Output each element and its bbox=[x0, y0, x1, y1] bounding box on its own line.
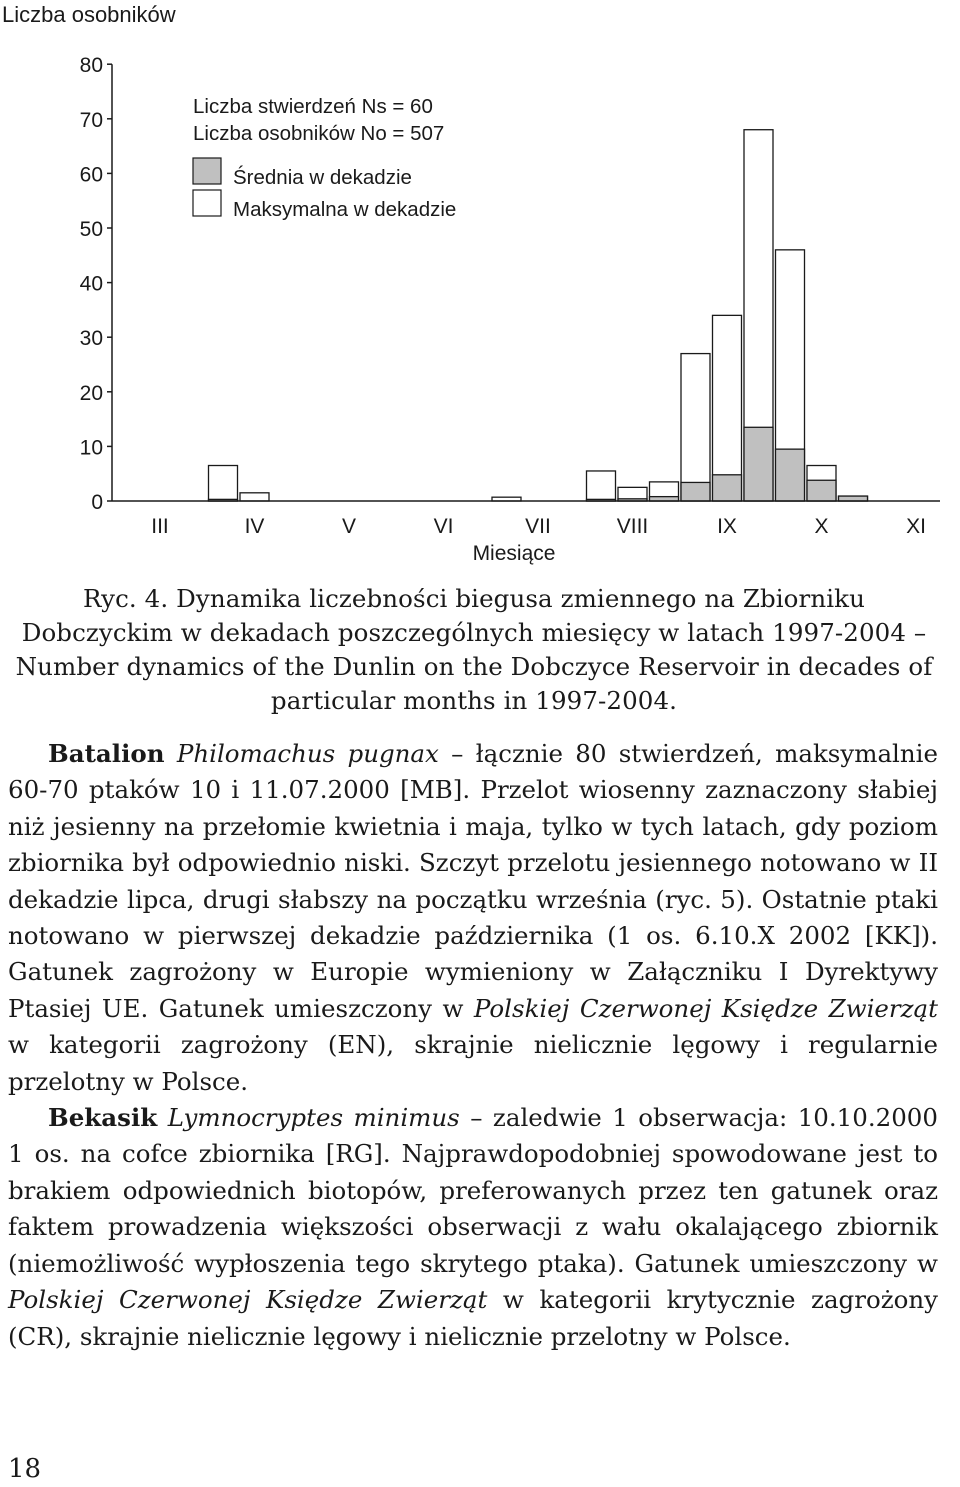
x-tick-label: VII bbox=[525, 515, 551, 538]
species-name-bekasik: Bekasik bbox=[48, 1103, 158, 1133]
x-tick-label: IX bbox=[717, 515, 737, 538]
y-tick-label: 60 bbox=[79, 163, 103, 187]
y-tick-label: 70 bbox=[79, 108, 103, 132]
figure-caption bbox=[8, 582, 940, 718]
x-tick-label: VI bbox=[433, 515, 454, 538]
bar-max bbox=[240, 493, 269, 501]
bar-mean bbox=[681, 482, 710, 501]
bar-max bbox=[587, 471, 616, 501]
bar-mean bbox=[744, 427, 773, 501]
x-tick-label: IV bbox=[244, 515, 265, 538]
x-tick-label: V bbox=[341, 515, 357, 538]
y-tick-label: 0 bbox=[91, 491, 103, 514]
legend-swatch-mean bbox=[193, 158, 221, 184]
x-tick-label: III bbox=[151, 515, 169, 538]
bar-max bbox=[713, 315, 742, 501]
y-tick-label: 30 bbox=[79, 327, 103, 351]
legend-stat-individuals: Liczba osobników No = 507 bbox=[193, 122, 445, 145]
latin-name-batalion: Philomachus pugnax bbox=[176, 739, 439, 768]
page-number: 18 bbox=[8, 1454, 42, 1484]
article-body bbox=[8, 736, 938, 1355]
paragraph-text: w kategorii krytycznie zagrożony (CR), skrajnie nielicznie lęgowy i nielicznie przelotny w Polsce. bbox=[8, 1285, 938, 1351]
paragraph-text: – łącznie 80 stwierdzeń, maksymalnie 60-70 ptaków 10 i 11.07.2000 [MB]. Przelot wiosenny zaznaczony słabiej niż jesienny na przełomie kwietnia i maja, tylko w tych latach, gdy poziom zbiornika był odpowiednio niski. Szczyt przelotu jesiennego notowano w II dekadzie lipca, drugi słabszy na początku września (ryc. 5). Ostatnie ptaki notowano w pierwszej dekadzie października (1 os. 6.10.X 2002 [KK]). Gatunek zagrożony w Europie wymieniony w Załączniku I Dyrektywy Ptasiej UE. Gatunek umieszczony w bbox=[8, 739, 938, 1023]
latin-name-bekasik: Lymnocryptes minimus bbox=[167, 1103, 460, 1133]
bar-mean bbox=[807, 480, 836, 501]
y-tick-label: 10 bbox=[79, 436, 103, 460]
species-name-batalion: Batalion bbox=[48, 739, 165, 768]
paragraph-bekasik bbox=[8, 1100, 938, 1355]
legend-swatch-max bbox=[193, 190, 221, 216]
caption-label: Ryc. 4. bbox=[83, 584, 169, 613]
paragraph-text: – zaledwie 1 obserwacja: 10.10.2000 1 os. na cofce zbiornika [RG]. Najprawdopodobniej spowodowane jest to brakiem odpowiednich biotopów, preferowanych przez ten gatunek oraz faktem prowadzenia większości obserwacji z wału okalającego zbiornik (niemożliwość wypłoszenia tego skrytego ptaka). Gatunek umieszczony w bbox=[8, 1103, 938, 1278]
x-tick-label: VIII bbox=[616, 515, 649, 538]
legend-stat-observations: Liczba stwierdzeń Ns = 60 bbox=[193, 95, 433, 118]
x-tick-label: XI bbox=[906, 515, 926, 538]
y-axis bbox=[80, 54, 112, 514]
legend-label-mean: Średnia w dekadzie bbox=[233, 166, 412, 189]
y-tick-label: 50 bbox=[79, 218, 103, 241]
y-tick-label: 20 bbox=[79, 381, 103, 405]
bar-max bbox=[209, 466, 238, 501]
paragraph-batalion bbox=[8, 736, 938, 1100]
caption-text: Dynamika liczebności biegusa zmiennego na Zbiorniku Dobczyckim w dekadach poszczególnych miesięcy w latach 1997-2004 – Number dynamics of the Dunlin on the Dobczyce Reservoir in decades of particular months in 1997-2004. bbox=[15, 584, 933, 715]
book-title: Polskiej Czerwonej Księdze Zwierząt bbox=[473, 993, 938, 1023]
bar-mean bbox=[776, 449, 805, 501]
paragraph-text: w kategorii zagrożony (EN), skrajnie nielicznie lęgowy i regularnie przelotny w Polsce. bbox=[8, 1030, 938, 1096]
y-tick-label: 40 bbox=[79, 272, 103, 296]
y-axis-title: Liczba osobników bbox=[2, 2, 176, 27]
decade-abundance-chart bbox=[0, 0, 960, 575]
x-axis bbox=[112, 501, 940, 538]
legend bbox=[193, 95, 456, 221]
y-tick-label: 80 bbox=[79, 54, 103, 78]
bar-mean bbox=[713, 475, 742, 501]
x-tick-label: X bbox=[814, 515, 829, 538]
bar-max bbox=[681, 354, 710, 501]
legend-label-max: Maksymalna w dekadzie bbox=[233, 198, 457, 221]
book-title: Polskiej Czerwonej Księdze Zwierząt bbox=[8, 1285, 488, 1315]
x-axis-title: Miesiące bbox=[472, 542, 556, 565]
